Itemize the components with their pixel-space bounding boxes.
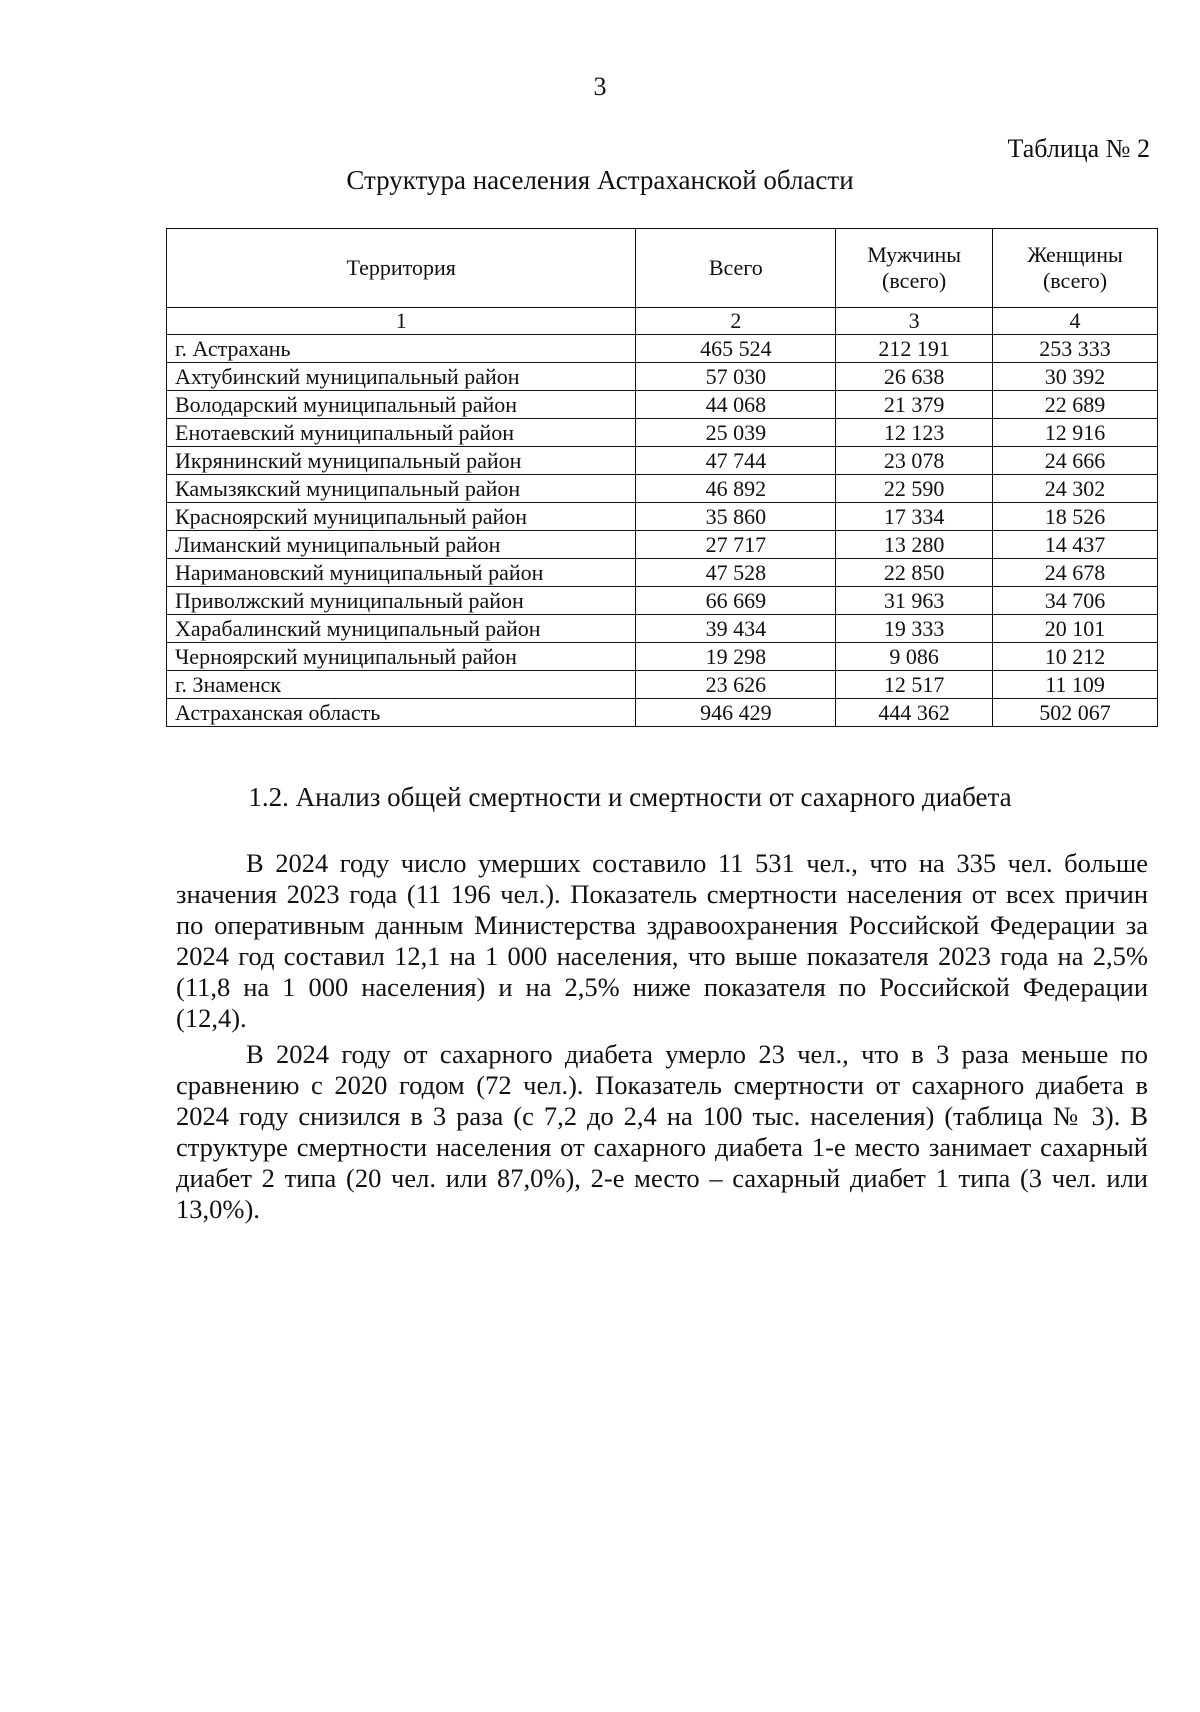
women-cell: 30 392 xyxy=(993,363,1158,391)
total-cell: 57 030 xyxy=(636,363,836,391)
women-cell: 24 666 xyxy=(993,447,1158,475)
paragraph: В 2024 году число умерших составило 11 531 чел., что на 335 чел. больше значения 2023 года (11 196 чел.). Показатель смертности населения от всех причин по оперативным данным Министерства здравоохранения Российской Федерации за 2024 год составил 12,1 на 1 000 населения, что выше показателя 2023 года на 2,5% (11,8 на 1 000 населения) и на 2,5% ниже показателя по Российской Федерации (12,4). xyxy=(176,848,1148,1033)
table-row xyxy=(167,531,1158,559)
men-cell: 26 638 xyxy=(836,363,993,391)
total-cell: 465 524 xyxy=(636,335,836,363)
table-row xyxy=(167,615,1158,643)
paragraph: В 2024 году от сахарного диабета умерло 23 чел., что в 3 раза меньше по сравнению с 2020 годом (72 чел.). Показатель смертности от сахарного диабета в 2024 году снизился в 3 раза (с 7,2 до 2,4 на 100 тыс. населения) (таблица № 3). В структуре смертности населения от сахарного диабета 1-е место занимает сахарный диабет 2 типа (20 чел. или 87,0%), 2-е место – сахарный диабет 1 типа (3 чел. или 13,0%). xyxy=(176,1039,1148,1224)
header-women: Женщины (всего) xyxy=(993,229,1158,308)
column-number: 4 xyxy=(993,308,1158,335)
territory-cell: г. Знаменск xyxy=(167,671,636,699)
total-cell: 946 429 xyxy=(636,699,836,727)
women-cell: 20 101 xyxy=(993,615,1158,643)
column-number: 3 xyxy=(836,308,993,335)
women-cell: 10 212 xyxy=(993,643,1158,671)
page-number: 3 xyxy=(593,72,607,101)
men-cell: 23 078 xyxy=(836,447,993,475)
header-men: Мужчины (всего) xyxy=(836,229,993,308)
territory-cell: Приволжский муниципальный район xyxy=(167,587,636,615)
territory-cell: г. Астрахань xyxy=(167,335,636,363)
men-cell: 12 123 xyxy=(836,419,993,447)
territory-cell: Лиманский муниципальный район xyxy=(167,531,636,559)
territory-cell: Наримановский муниципальный район xyxy=(167,559,636,587)
section-heading: 1.2. Анализ общей смертности и смертности от сахарного диабета xyxy=(248,782,1012,812)
men-cell: 22 590 xyxy=(836,475,993,503)
total-cell: 46 892 xyxy=(636,475,836,503)
men-cell: 212 191 xyxy=(836,335,993,363)
territory-cell: Володарский муниципальный район xyxy=(167,391,636,419)
men-cell: 17 334 xyxy=(836,503,993,531)
men-cell: 31 963 xyxy=(836,587,993,615)
table-row xyxy=(167,475,1158,503)
total-cell: 27 717 xyxy=(636,531,836,559)
men-cell: 9 086 xyxy=(836,643,993,671)
total-cell: 47 744 xyxy=(636,447,836,475)
header-total: Всего xyxy=(636,229,836,308)
women-cell: 22 689 xyxy=(993,391,1158,419)
women-cell: 34 706 xyxy=(993,587,1158,615)
territory-cell: Ахтубинский муниципальный район xyxy=(167,363,636,391)
men-cell: 19 333 xyxy=(836,615,993,643)
table-row xyxy=(167,671,1158,699)
column-number: 2 xyxy=(636,308,836,335)
table-row xyxy=(167,587,1158,615)
total-cell: 66 669 xyxy=(636,587,836,615)
column-number-row xyxy=(167,308,1158,335)
table-row xyxy=(167,335,1158,363)
territory-cell: Камызякский муниципальный район xyxy=(167,475,636,503)
territory-cell: Харабалинский муниципальный район xyxy=(167,615,636,643)
women-cell: 18 526 xyxy=(993,503,1158,531)
men-cell: 21 379 xyxy=(836,391,993,419)
women-cell: 12 916 xyxy=(993,419,1158,447)
table-title: Структура населения Астраханской области xyxy=(346,165,854,195)
total-cell: 35 860 xyxy=(636,503,836,531)
total-cell: 25 039 xyxy=(636,419,836,447)
total-cell: 23 626 xyxy=(636,671,836,699)
header-territory: Территория xyxy=(167,229,636,308)
table-row xyxy=(167,419,1158,447)
women-cell: 11 109 xyxy=(993,671,1158,699)
table-header-row xyxy=(167,229,1158,308)
territory-cell: Енотаевский муниципальный район xyxy=(167,419,636,447)
women-cell: 24 678 xyxy=(993,559,1158,587)
table-row xyxy=(167,391,1158,419)
total-cell: 39 434 xyxy=(636,615,836,643)
men-cell: 12 517 xyxy=(836,671,993,699)
table-row xyxy=(167,643,1158,671)
population-table xyxy=(166,228,1158,727)
total-cell: 44 068 xyxy=(636,391,836,419)
territory-cell: Икрянинский муниципальный район xyxy=(167,447,636,475)
table-row xyxy=(167,363,1158,391)
men-cell: 22 850 xyxy=(836,559,993,587)
women-cell: 502 067 xyxy=(993,699,1158,727)
territory-cell: Астраханская область xyxy=(167,699,636,727)
men-cell: 444 362 xyxy=(836,699,993,727)
men-cell: 13 280 xyxy=(836,531,993,559)
table-label: Таблица № 2 xyxy=(1007,134,1150,163)
territory-cell: Черноярский муниципальный район xyxy=(167,643,636,671)
women-cell: 14 437 xyxy=(993,531,1158,559)
column-number: 1 xyxy=(167,308,636,335)
table-row xyxy=(167,559,1158,587)
territory-cell: Красноярский муниципальный район xyxy=(167,503,636,531)
women-cell: 24 302 xyxy=(993,475,1158,503)
table-row xyxy=(167,503,1158,531)
table-row xyxy=(167,699,1158,727)
total-cell: 19 298 xyxy=(636,643,836,671)
total-cell: 47 528 xyxy=(636,559,836,587)
table-row xyxy=(167,447,1158,475)
women-cell: 253 333 xyxy=(993,335,1158,363)
